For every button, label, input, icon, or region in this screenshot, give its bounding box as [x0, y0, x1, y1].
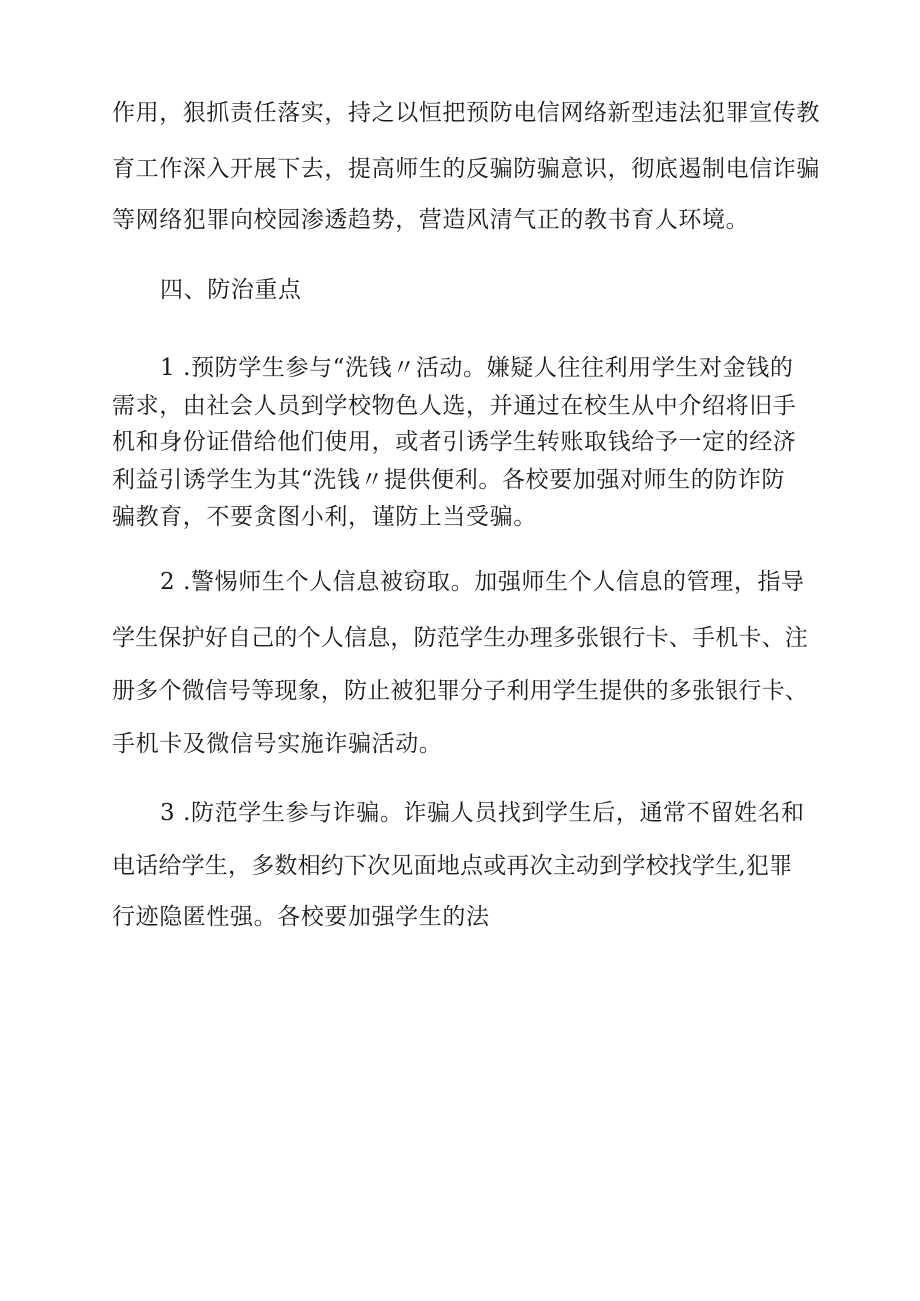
- item-2-line: 2 .警惕师生个人信息被窃取。加强师生个人信息的管理，指导: [160, 569, 805, 595]
- item-2-line: 册多个微信号等现象，防止被犯罪分子利用学生提供的多张银行卡、: [112, 678, 808, 704]
- item-1-line: 需求，由社会人员到学校物色人选，并通过在校生从中介绍将旧手: [112, 393, 797, 419]
- item-3-line: 3 .防范学生参与诈骗。诈骗人员找到学生后，通常不留姓名和: [160, 800, 805, 826]
- paragraph-line: 育工作深入开展下去，提高师生的反骗防骗意识，彻底遏制电信诈骗: [112, 156, 820, 182]
- item-3-line: 行迹隐匿性强。各校要加强学生的法: [112, 904, 490, 930]
- item-3-line: 电话给学生，多数相约下次见面地点或再次主动到学校找学生,犯罪: [112, 853, 793, 879]
- item-1-line: 骗教育，不要贪图小利，谨防上当受骗。: [112, 504, 537, 530]
- item-1-line: 机和身份证借给他们使用，或者引诱学生转账取钱给予一定的经济: [112, 429, 797, 455]
- paragraph-line: 作用，狠抓责任落实，持之以恒把预防电信网络新型违法犯罪宣传教: [112, 100, 820, 126]
- section-heading: 四、防治重点: [160, 277, 302, 303]
- paragraph-line: 等网络犯罪向校园渗透趋势，营造风清气正的教书育人环境。: [112, 207, 750, 233]
- item-2-line: 手机卡及微信号实施诈骗活动。: [112, 731, 443, 757]
- item-1-line: 利益引诱学生为其“洗钱〃提供便利。各校要加强对师生的防诈防: [112, 467, 786, 493]
- item-1-line: 1 .预防学生参与“洗钱〃活动。嫌疑人往往利用学生对金钱的: [160, 355, 794, 381]
- item-2-line: 学生保护好自己的个人信息，防范学生办理多张银行卡、手机卡、注: [112, 625, 808, 651]
